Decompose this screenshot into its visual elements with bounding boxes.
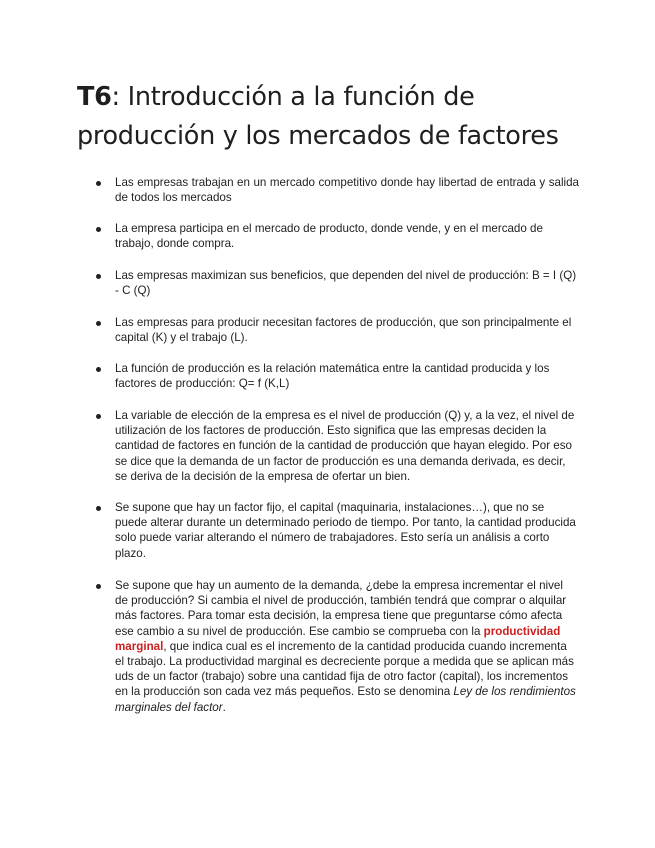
title-code: T6 [77, 82, 112, 112]
list-item-text-part: , que indica cual es el incremento de la cantidad producida cuando incrementa el trabajo. La productividad marginal es decreciente porque a medida que se aplican más uds de un factor (trabajo) sobre una cantidad fija de otro factor (capital), los incrementos en la producción son cada vez más pequeños. Esto se denomina [115, 639, 574, 699]
bullet-icon [96, 367, 101, 372]
list-item-text: Las empresas maximizan sus beneficios, que dependen del nivel de producción: B = I (Q) - C (Q) [115, 269, 577, 298]
list-item-text: Las empresas trabajan en un mercado competitivo donde hay libertad de entrada y salida de todos los mercados [115, 176, 579, 205]
list-item-text-part: Se supone que hay un aumento de la demanda, ¿debe la empresa incrementar el nivel de producción? Si cambia el nivel de producción, también tendrá que comprar o alquilar más factores. Para tomar esta decisión, la empresa tiene que preguntarse cómo afecta ese cambio a su nivel de producción. Ese cambio se comprueba con la [115, 579, 567, 638]
highlight-term: productividad marginal [115, 624, 561, 653]
bullet-icon [96, 274, 101, 279]
list-item-text-part: . [222, 700, 226, 714]
bullet-icon [96, 321, 101, 326]
bullet-icon [96, 227, 101, 232]
bullet-icon [96, 584, 101, 589]
list-item-text: La variable de elección de la empresa es el nivel de producción (Q) y, a la vez, el nivel de utilización de los factores de producción. Esto significa que las empresas deciden la cantidad de factores en función de la cantidad de producción que hayan elegido. Por eso se dice que la demanda de un factor de producción es una demanda derivada, es decir, se deriva de la decisión de la empresa de ofertar un bien. [115, 409, 575, 483]
list-item-text [115, 578, 579, 715]
list-item-text: Se supone que hay un factor fijo, el capital (maquinaria, instalaciones…), que no se puede alterar durante un determinado periodo de tiempo. Por tanto, la cantidad producida solo puede variar alterando el número de trabajadores. Esto sería un análisis a corto plazo. [115, 501, 576, 560]
list-item-text: La función de producción es la relación matemática entre la cantidad producida y los factores de producción: Q= f (K,L) [115, 362, 550, 391]
bullet-icon [96, 506, 101, 511]
bullet-icon [96, 414, 101, 419]
list-item-text: La empresa participa en el mercado de producto, donde vende, y en el mercado de trabajo, donde compra. [115, 222, 543, 251]
bullet-icon [96, 181, 101, 186]
title-text: : Introducción a la función de producción y los mercados de factores [77, 82, 559, 151]
list-item-text: Las empresas para producir necesitan factores de producción, que son principalmente el capital (K) y el trabajo (L). [115, 316, 572, 345]
italic-term: Ley de los rendimientos marginales del factor [115, 685, 576, 714]
